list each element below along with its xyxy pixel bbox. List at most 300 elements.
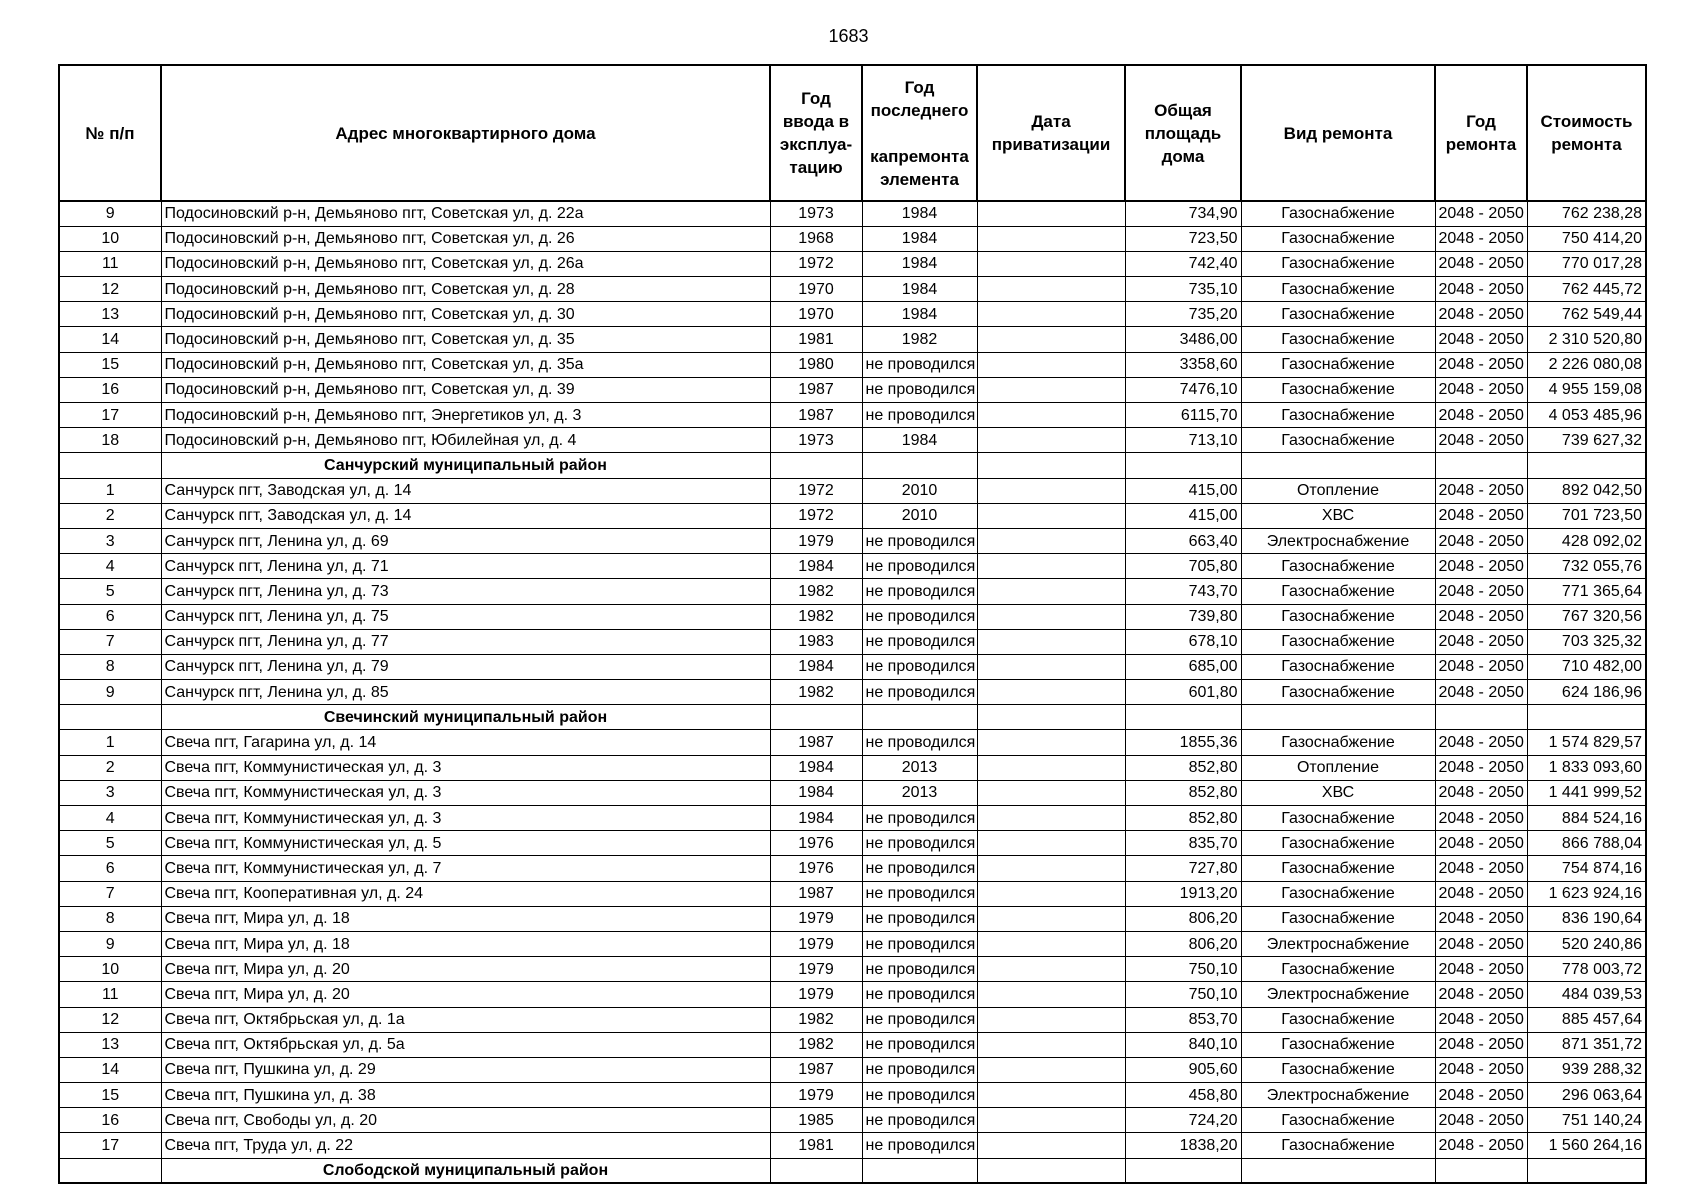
cell-repair-period: 2048 - 2050 [1435, 881, 1527, 906]
cell-year-built: 1984 [770, 780, 862, 805]
cell-repair-period: 2048 - 2050 [1435, 629, 1527, 654]
cell-address: Подосиновский р-н, Демьяново пгт, Советская ул, д. 39 [161, 377, 770, 402]
empty-cell [1125, 705, 1241, 730]
cell-num: 5 [59, 579, 161, 604]
cell-cost: 1 441 999,52 [1527, 780, 1646, 805]
cell-num: 6 [59, 604, 161, 629]
cell-address: Санчурск пгт, Ленина ул, д. 75 [161, 604, 770, 629]
cell-cost: 884 524,16 [1527, 806, 1646, 831]
empty-cell [1125, 453, 1241, 478]
cell-repair-period: 2048 - 2050 [1435, 831, 1527, 856]
cell-area: 685,00 [1125, 654, 1241, 679]
cell-area: 705,80 [1125, 554, 1241, 579]
cell-area: 750,10 [1125, 982, 1241, 1007]
cell-privatization [977, 1108, 1125, 1133]
cell-year-built: 1973 [770, 201, 862, 226]
cell-repair-type: Газоснабжение [1241, 327, 1435, 352]
cell-num: 2 [59, 755, 161, 780]
cell-repair-type: Газоснабжение [1241, 226, 1435, 251]
cell-address: Подосиновский р-н, Демьяново пгт, Советская ул, д. 28 [161, 277, 770, 302]
table-row [59, 277, 1646, 302]
cell-repair-type: Газоснабжение [1241, 957, 1435, 982]
cell-year-built: 1979 [770, 982, 862, 1007]
cell-num: 13 [59, 302, 161, 327]
empty-cell [770, 1158, 862, 1183]
cell-repair-period: 2048 - 2050 [1435, 1007, 1527, 1032]
cell-cost: 4 955 159,08 [1527, 377, 1646, 402]
cell-privatization [977, 629, 1125, 654]
cell-last-repair: не проводился [862, 1108, 977, 1133]
cell-year-built: 1979 [770, 957, 862, 982]
cell-privatization [977, 982, 1125, 1007]
cell-cost: 1 833 093,60 [1527, 755, 1646, 780]
table-row [59, 604, 1646, 629]
cell-cost: 703 325,32 [1527, 629, 1646, 654]
cell-address: Санчурск пгт, Заводская ул, д. 14 [161, 478, 770, 503]
section-title: Слободской муниципальный район [161, 1158, 770, 1183]
cell-num: 16 [59, 377, 161, 402]
cell-privatization [977, 251, 1125, 276]
cell-area: 601,80 [1125, 680, 1241, 705]
cell-privatization [977, 377, 1125, 402]
cell-cost: 836 190,64 [1527, 906, 1646, 931]
cell-address: Санчурск пгт, Ленина ул, д. 79 [161, 654, 770, 679]
cell-year-built: 1984 [770, 806, 862, 831]
table-row [59, 403, 1646, 428]
cell-cost: 484 039,53 [1527, 982, 1646, 1007]
cell-privatization [977, 755, 1125, 780]
cell-address: Санчурск пгт, Заводская ул, д. 14 [161, 503, 770, 528]
cell-num: 4 [59, 554, 161, 579]
cell-repair-type: Газоснабжение [1241, 403, 1435, 428]
table-row [59, 302, 1646, 327]
cell-area: 743,70 [1125, 579, 1241, 604]
table-row [59, 1108, 1646, 1133]
cell-area: 739,80 [1125, 604, 1241, 629]
cell-year-built: 1987 [770, 403, 862, 428]
cell-area: 806,20 [1125, 931, 1241, 956]
cell-repair-type: Газоснабжение [1241, 604, 1435, 629]
empty-cell [59, 453, 161, 478]
header-last-repair [862, 65, 977, 201]
cell-last-repair: не проводился [862, 856, 977, 881]
cell-year-built: 1987 [770, 730, 862, 755]
table-row [59, 806, 1646, 831]
cell-num: 2 [59, 503, 161, 528]
cell-year-built: 1973 [770, 428, 862, 453]
cell-area: 852,80 [1125, 780, 1241, 805]
cell-year-built: 1984 [770, 755, 862, 780]
cell-year-built: 1983 [770, 629, 862, 654]
cell-address: Свеча пгт, Мира ул, д. 18 [161, 931, 770, 956]
cell-privatization [977, 528, 1125, 553]
cell-year-built: 1979 [770, 528, 862, 553]
cell-area: 415,00 [1125, 503, 1241, 528]
header-year-built: Год ввода в эксплуа-тацию [770, 65, 862, 201]
cell-area: 6115,70 [1125, 403, 1241, 428]
cell-address: Свеча пгт, Октябрьская ул, д. 1а [161, 1007, 770, 1032]
empty-cell [770, 453, 862, 478]
cell-cost: 428 092,02 [1527, 528, 1646, 553]
cell-area: 1855,36 [1125, 730, 1241, 755]
cell-cost: 871 351,72 [1527, 1032, 1646, 1057]
cell-repair-type: Газоснабжение [1241, 906, 1435, 931]
cell-num: 17 [59, 1133, 161, 1158]
cell-repair-type: Газоснабжение [1241, 881, 1435, 906]
cell-cost: 739 627,32 [1527, 428, 1646, 453]
table-row [59, 528, 1646, 553]
cell-cost: 762 238,28 [1527, 201, 1646, 226]
cell-num: 17 [59, 403, 161, 428]
cell-area: 806,20 [1125, 906, 1241, 931]
cell-area: 750,10 [1125, 957, 1241, 982]
cell-repair-period: 2048 - 2050 [1435, 251, 1527, 276]
cell-privatization [977, 1133, 1125, 1158]
cell-last-repair: не проводился [862, 1083, 977, 1108]
cell-year-built: 1987 [770, 377, 862, 402]
cell-year-built: 1982 [770, 604, 862, 629]
cell-repair-type: Электроснабжение [1241, 1083, 1435, 1108]
cell-area: 835,70 [1125, 831, 1241, 856]
cell-area: 853,70 [1125, 1007, 1241, 1032]
cell-last-repair: не проводился [862, 579, 977, 604]
cell-repair-type: Газоснабжение [1241, 1057, 1435, 1082]
cell-year-built: 1968 [770, 226, 862, 251]
table-row [59, 1057, 1646, 1082]
cell-repair-type: Отопление [1241, 755, 1435, 780]
table-row [59, 352, 1646, 377]
repair-table [58, 64, 1647, 1184]
cell-repair-type: Газоснабжение [1241, 831, 1435, 856]
cell-num: 9 [59, 931, 161, 956]
cell-area: 723,50 [1125, 226, 1241, 251]
cell-address: Подосиновский р-н, Демьяново пгт, Советская ул, д. 26а [161, 251, 770, 276]
cell-repair-period: 2048 - 2050 [1435, 931, 1527, 956]
table-row [59, 780, 1646, 805]
cell-last-repair: 2013 [862, 755, 977, 780]
cell-last-repair: не проводился [862, 654, 977, 679]
cell-year-built: 1982 [770, 1007, 862, 1032]
cell-year-built: 1985 [770, 1108, 862, 1133]
cell-address: Подосиновский р-н, Демьяново пгт, Советская ул, д. 22а [161, 201, 770, 226]
cell-repair-type: Газоснабжение [1241, 1032, 1435, 1057]
cell-privatization [977, 277, 1125, 302]
cell-area: 663,40 [1125, 528, 1241, 553]
cell-privatization [977, 327, 1125, 352]
cell-last-repair: 1984 [862, 302, 977, 327]
cell-repair-period: 2048 - 2050 [1435, 755, 1527, 780]
table-row [59, 654, 1646, 679]
cell-num: 3 [59, 780, 161, 805]
cell-privatization [977, 478, 1125, 503]
table-row [59, 982, 1646, 1007]
cell-cost: 892 042,50 [1527, 478, 1646, 503]
empty-cell [862, 1158, 977, 1183]
cell-area: 415,00 [1125, 478, 1241, 503]
cell-repair-type: Электроснабжение [1241, 982, 1435, 1007]
table-body [59, 201, 1646, 1183]
cell-num: 1 [59, 730, 161, 755]
cell-area: 852,80 [1125, 755, 1241, 780]
cell-privatization [977, 579, 1125, 604]
cell-privatization [977, 352, 1125, 377]
cell-repair-period: 2048 - 2050 [1435, 680, 1527, 705]
cell-repair-period: 2048 - 2050 [1435, 554, 1527, 579]
cell-cost: 296 063,64 [1527, 1083, 1646, 1108]
table-row [59, 1083, 1646, 1108]
cell-privatization [977, 931, 1125, 956]
cell-num: 11 [59, 251, 161, 276]
table-header [59, 65, 1646, 201]
table-row [59, 1007, 1646, 1032]
cell-privatization [977, 604, 1125, 629]
cell-cost: 750 414,20 [1527, 226, 1646, 251]
cell-year-built: 1982 [770, 1032, 862, 1057]
cell-cost: 885 457,64 [1527, 1007, 1646, 1032]
cell-repair-type: Газоснабжение [1241, 554, 1435, 579]
cell-area: 724,20 [1125, 1108, 1241, 1133]
cell-privatization [977, 654, 1125, 679]
cell-repair-type: Газоснабжение [1241, 428, 1435, 453]
cell-cost: 732 055,76 [1527, 554, 1646, 579]
cell-repair-period: 2048 - 2050 [1435, 352, 1527, 377]
cell-last-repair: не проводился [862, 528, 977, 553]
empty-cell [862, 705, 977, 730]
header-repair-type: Вид ремонта [1241, 65, 1435, 201]
cell-num: 14 [59, 327, 161, 352]
cell-repair-period: 2048 - 2050 [1435, 780, 1527, 805]
cell-last-repair: не проводился [862, 730, 977, 755]
cell-repair-type: Газоснабжение [1241, 579, 1435, 604]
cell-cost: 754 874,16 [1527, 856, 1646, 881]
empty-cell [1435, 705, 1527, 730]
cell-cost: 520 240,86 [1527, 931, 1646, 956]
cell-address: Подосиновский р-н, Демьяново пгт, Советская ул, д. 35а [161, 352, 770, 377]
cell-repair-type: Газоснабжение [1241, 730, 1435, 755]
empty-cell [1435, 453, 1527, 478]
cell-cost: 1 623 924,16 [1527, 881, 1646, 906]
cell-cost: 866 788,04 [1527, 831, 1646, 856]
cell-repair-type: Газоснабжение [1241, 1108, 1435, 1133]
cell-repair-period: 2048 - 2050 [1435, 982, 1527, 1007]
cell-area: 905,60 [1125, 1057, 1241, 1082]
header-repair-year: Год ремонта [1435, 65, 1527, 201]
table-row [59, 906, 1646, 931]
cell-address: Свеча пгт, Гагарина ул, д. 14 [161, 730, 770, 755]
cell-last-repair: 2010 [862, 478, 977, 503]
cell-last-repair: не проводился [862, 831, 977, 856]
cell-area: 713,10 [1125, 428, 1241, 453]
cell-cost: 770 017,28 [1527, 251, 1646, 276]
cell-num: 9 [59, 680, 161, 705]
cell-cost: 1 574 829,57 [1527, 730, 1646, 755]
cell-repair-type: Газоснабжение [1241, 251, 1435, 276]
cell-year-built: 1980 [770, 352, 862, 377]
cell-repair-type: Газоснабжение [1241, 856, 1435, 881]
cell-repair-type: Газоснабжение [1241, 302, 1435, 327]
cell-year-built: 1984 [770, 554, 862, 579]
cell-repair-period: 2048 - 2050 [1435, 806, 1527, 831]
cell-num: 7 [59, 629, 161, 654]
cell-cost: 762 549,44 [1527, 302, 1646, 327]
cell-repair-period: 2048 - 2050 [1435, 957, 1527, 982]
cell-repair-type: Газоснабжение [1241, 654, 1435, 679]
cell-num: 10 [59, 957, 161, 982]
cell-year-built: 1982 [770, 579, 862, 604]
header-address: Адрес многоквартирного дома [161, 65, 770, 201]
cell-area: 3358,60 [1125, 352, 1241, 377]
cell-address: Свеча пгт, Коммунистическая ул, д. 3 [161, 755, 770, 780]
cell-repair-period: 2048 - 2050 [1435, 654, 1527, 679]
cell-last-repair: не проводился [862, 1032, 977, 1057]
cell-privatization [977, 906, 1125, 931]
cell-num: 12 [59, 277, 161, 302]
cell-last-repair: не проводился [862, 906, 977, 931]
cell-cost: 762 445,72 [1527, 277, 1646, 302]
cell-last-repair: не проводился [862, 881, 977, 906]
cell-year-built: 1970 [770, 277, 862, 302]
cell-num: 15 [59, 352, 161, 377]
table-row [59, 579, 1646, 604]
cell-address: Свеча пгт, Коммунистическая ул, д. 3 [161, 780, 770, 805]
cell-area: 840,10 [1125, 1032, 1241, 1057]
cell-last-repair: 1984 [862, 201, 977, 226]
cell-repair-type: Электроснабжение [1241, 528, 1435, 553]
table-row [59, 856, 1646, 881]
table-row [59, 1133, 1646, 1158]
cell-year-built: 1979 [770, 906, 862, 931]
cell-repair-period: 2048 - 2050 [1435, 226, 1527, 251]
cell-last-repair: не проводился [862, 1007, 977, 1032]
header-num: № п/п [59, 65, 161, 201]
cell-repair-period: 2048 - 2050 [1435, 1032, 1527, 1057]
table-row [59, 931, 1646, 956]
cell-last-repair: не проводился [862, 629, 977, 654]
header-cost: Стоимость ремонта [1527, 65, 1646, 201]
cell-year-built: 1982 [770, 680, 862, 705]
cell-year-built: 1987 [770, 881, 862, 906]
cell-last-repair: 1982 [862, 327, 977, 352]
cell-num: 9 [59, 201, 161, 226]
cell-num: 10 [59, 226, 161, 251]
table-row [59, 377, 1646, 402]
cell-year-built: 1970 [770, 302, 862, 327]
cell-cost: 2 310 520,80 [1527, 327, 1646, 352]
table-row [59, 881, 1646, 906]
cell-num: 15 [59, 1083, 161, 1108]
cell-repair-period: 2048 - 2050 [1435, 327, 1527, 352]
cell-num: 14 [59, 1057, 161, 1082]
cell-last-repair: не проводился [862, 931, 977, 956]
cell-address: Свеча пгт, Коммунистическая ул, д. 7 [161, 856, 770, 881]
cell-cost: 4 053 485,96 [1527, 403, 1646, 428]
empty-cell [977, 1158, 1125, 1183]
empty-cell [977, 453, 1125, 478]
cell-privatization [977, 302, 1125, 327]
cell-privatization [977, 856, 1125, 881]
cell-year-built: 1981 [770, 1133, 862, 1158]
cell-last-repair: не проводился [862, 1133, 977, 1158]
cell-privatization [977, 1083, 1125, 1108]
empty-cell [1527, 705, 1646, 730]
empty-cell [977, 705, 1125, 730]
cell-cost: 939 288,32 [1527, 1057, 1646, 1082]
cell-repair-type: Газоснабжение [1241, 680, 1435, 705]
cell-num: 6 [59, 856, 161, 881]
cell-repair-period: 2048 - 2050 [1435, 1133, 1527, 1158]
cell-privatization [977, 831, 1125, 856]
cell-repair-type: Газоснабжение [1241, 201, 1435, 226]
cell-privatization [977, 503, 1125, 528]
cell-repair-type: ХВС [1241, 503, 1435, 528]
table-row [59, 428, 1646, 453]
cell-address: Подосиновский р-н, Демьяново пгт, Энергетиков ул, д. 3 [161, 403, 770, 428]
cell-last-repair: не проводился [862, 982, 977, 1007]
cell-num: 18 [59, 428, 161, 453]
cell-address: Свеча пгт, Коммунистическая ул, д. 5 [161, 831, 770, 856]
cell-repair-period: 2048 - 2050 [1435, 579, 1527, 604]
cell-privatization [977, 1057, 1125, 1082]
cell-last-repair: 1984 [862, 277, 977, 302]
cell-cost: 710 482,00 [1527, 654, 1646, 679]
cell-cost: 778 003,72 [1527, 957, 1646, 982]
cell-area: 852,80 [1125, 806, 1241, 831]
cell-address: Санчурск пгт, Ленина ул, д. 71 [161, 554, 770, 579]
cell-num: 3 [59, 528, 161, 553]
table-row [59, 629, 1646, 654]
section-row [59, 1158, 1646, 1183]
cell-repair-period: 2048 - 2050 [1435, 906, 1527, 931]
cell-num: 8 [59, 654, 161, 679]
cell-privatization [977, 680, 1125, 705]
header-last-repair-line2: капремонта элемента [870, 146, 969, 189]
cell-repair-type: Газоснабжение [1241, 629, 1435, 654]
cell-repair-type: Газоснабжение [1241, 352, 1435, 377]
cell-area: 735,20 [1125, 302, 1241, 327]
cell-cost: 771 365,64 [1527, 579, 1646, 604]
cell-repair-type: ХВС [1241, 780, 1435, 805]
header-last-repair-line1: Год последнего [870, 77, 969, 120]
cell-area: 735,10 [1125, 277, 1241, 302]
cell-last-repair: 2010 [862, 503, 977, 528]
cell-num: 12 [59, 1007, 161, 1032]
cell-privatization [977, 881, 1125, 906]
cell-address: Свеча пгт, Пушкина ул, д. 29 [161, 1057, 770, 1082]
cell-area: 458,80 [1125, 1083, 1241, 1108]
header-area: Общая площадь дома [1125, 65, 1241, 201]
cell-privatization [977, 428, 1125, 453]
cell-year-built: 1987 [770, 1057, 862, 1082]
cell-year-built: 1984 [770, 654, 862, 679]
cell-repair-period: 2048 - 2050 [1435, 604, 1527, 629]
empty-cell [59, 705, 161, 730]
cell-year-built: 1979 [770, 1083, 862, 1108]
cell-cost: 701 723,50 [1527, 503, 1646, 528]
table-row [59, 755, 1646, 780]
cell-address: Свеча пгт, Октябрьская ул, д. 5а [161, 1032, 770, 1057]
cell-repair-period: 2048 - 2050 [1435, 856, 1527, 881]
cell-year-built: 1972 [770, 251, 862, 276]
empty-cell [1125, 1158, 1241, 1183]
cell-num: 8 [59, 906, 161, 931]
cell-address: Свеча пгт, Свободы ул, д. 20 [161, 1108, 770, 1133]
cell-num: 5 [59, 831, 161, 856]
header-privatization: Дата приватизации [977, 65, 1125, 201]
table-row [59, 327, 1646, 352]
cell-repair-period: 2048 - 2050 [1435, 478, 1527, 503]
cell-num: 13 [59, 1032, 161, 1057]
empty-cell [1527, 1158, 1646, 1183]
